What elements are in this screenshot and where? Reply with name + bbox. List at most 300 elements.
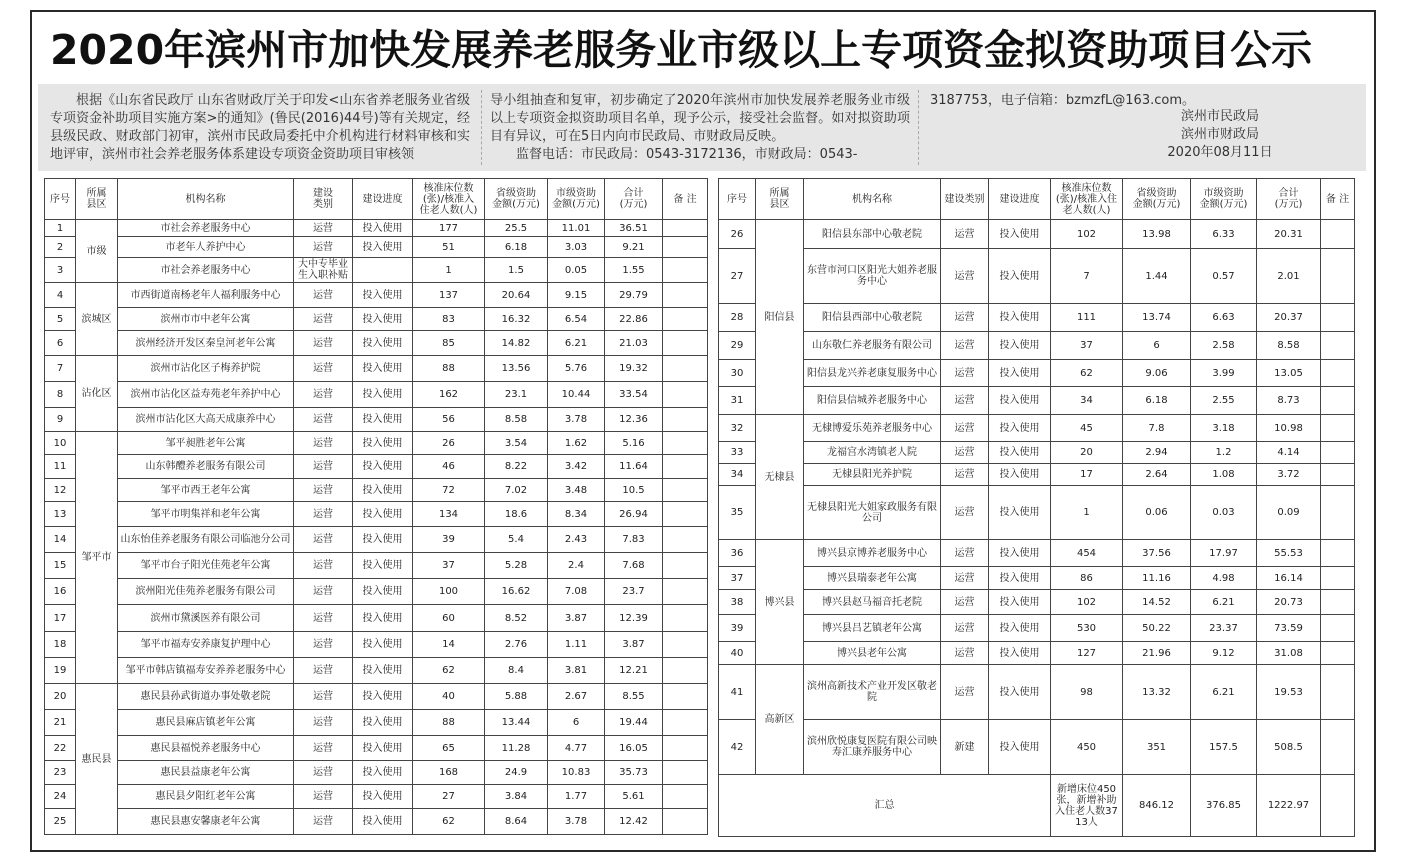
- cell-no: 25: [45, 809, 76, 835]
- cell-provincial: 11.28: [485, 736, 548, 761]
- cell-total: 26.94: [605, 502, 663, 527]
- header-city: 市级资助 金额(万元): [1191, 179, 1257, 220]
- table-row: [719, 567, 1355, 590]
- cell-note: [1321, 665, 1355, 720]
- cell-note: [663, 308, 708, 331]
- cell-no: 4: [45, 283, 76, 308]
- cell-type: 大中专毕业生入职补贴: [294, 258, 353, 283]
- cell-city: 1.62: [548, 432, 605, 455]
- cell-type: 运营: [941, 665, 989, 720]
- table-row: [45, 710, 708, 736]
- cell-beds: 34: [1051, 387, 1123, 415]
- cell-city: 3.78: [548, 408, 605, 432]
- cell-name: 市社会养老服务中心: [118, 258, 294, 283]
- cell-no: 6: [45, 331, 76, 356]
- cell-provincial: 14.82: [485, 331, 548, 356]
- cell-name: 惠民县孙武街道办事处敬老院: [118, 684, 294, 710]
- cell-name: 博兴县老年公寓: [804, 642, 941, 665]
- cell-city: 1.08: [1191, 464, 1257, 486]
- cell-beds: 26: [413, 432, 485, 455]
- table-row: [719, 304, 1355, 332]
- cell-total: 33.54: [605, 382, 663, 408]
- cell-note: [1321, 540, 1355, 567]
- cell-progress: 投入使用: [353, 356, 413, 382]
- table-row: [45, 432, 708, 455]
- cell-total: 9.21: [605, 237, 663, 258]
- cell-no: 35: [719, 486, 756, 540]
- cell-name: 惠民县夕阳红老年公寓: [118, 785, 294, 809]
- cell-beds: 85: [413, 331, 485, 356]
- cell-progress: 投入使用: [989, 415, 1051, 442]
- cell-total: 10.98: [1257, 415, 1321, 442]
- table-row: [45, 479, 708, 502]
- cell-provincial: 21.96: [1123, 642, 1191, 665]
- cell-progress: 投入使用: [353, 382, 413, 408]
- cell-name: 邹平市明集祥和老年公寓: [118, 502, 294, 527]
- cell-no: 39: [719, 615, 756, 642]
- cell-no: 20: [45, 684, 76, 710]
- cell-note: [1321, 567, 1355, 590]
- cell-provincial: 6: [1123, 332, 1191, 360]
- table-row: [45, 455, 708, 479]
- cell-total: 19.32: [605, 356, 663, 382]
- cell-city: 7.08: [548, 579, 605, 605]
- header-type: 建设类别: [941, 179, 989, 220]
- table-row: [719, 415, 1355, 442]
- cell-provincial: 8.52: [485, 605, 548, 632]
- cell-provincial: 18.6: [485, 502, 548, 527]
- table-row: [45, 258, 708, 283]
- cell-city: 6.63: [1191, 304, 1257, 332]
- cell-region: 市级: [76, 220, 118, 283]
- cell-no: 9: [45, 408, 76, 432]
- cell-no: 19: [45, 658, 76, 684]
- cell-no: 15: [45, 553, 76, 579]
- cell-city: 2.43: [548, 527, 605, 553]
- cell-provincial: 8.58: [485, 408, 548, 432]
- header-region: 所属 县区: [76, 179, 118, 220]
- cell-name: 阳信县东部中心敬老院: [804, 220, 941, 249]
- cell-progress: 投入使用: [353, 479, 413, 502]
- table-row: [45, 553, 708, 579]
- supervision-phone: 监督电话：市民政局：0543-3172136，市财政局：0543-: [516, 147, 858, 162]
- cell-total: 2.01: [1257, 249, 1321, 304]
- cell-name: 博兴县赵马福音托老院: [804, 590, 941, 615]
- cell-no: 37: [719, 567, 756, 590]
- cell-beds: 20: [1051, 442, 1123, 464]
- table-row: [45, 785, 708, 809]
- cell-name: 滨州市市中老年公寓: [118, 308, 294, 331]
- cell-type: 运营: [294, 308, 353, 331]
- cell-city: 3.78: [548, 809, 605, 835]
- cell-type: 运营: [941, 387, 989, 415]
- cell-city: 6: [548, 710, 605, 736]
- cell-name: 山东韩醴养老服务有限公司: [118, 455, 294, 479]
- cell-no: 34: [719, 464, 756, 486]
- cell-progress: 投入使用: [353, 237, 413, 258]
- cell-total: 1.55: [605, 258, 663, 283]
- cell-provincial: 8.64: [485, 809, 548, 835]
- cell-total: 508.5: [1257, 720, 1321, 775]
- cell-progress: 投入使用: [353, 761, 413, 785]
- cell-city: 2.67: [548, 684, 605, 710]
- cell-region: 滨城区: [76, 283, 118, 356]
- cell-type: 运营: [294, 579, 353, 605]
- cell-provincial: 11.16: [1123, 567, 1191, 590]
- cell-total: 4.14: [1257, 442, 1321, 464]
- header-beds: 核准床位数 (张)/核准入 住老人数(人): [413, 179, 485, 220]
- cell-progress: 投入使用: [989, 615, 1051, 642]
- table-row: [45, 356, 708, 382]
- cell-name: 邹平市韩店镇福寿安养养老服务中心: [118, 658, 294, 684]
- summary-total: 1222.97: [1257, 775, 1321, 837]
- cell-provincial: 14.52: [1123, 590, 1191, 615]
- cell-name: 惠民县麻店镇老年公寓: [118, 710, 294, 736]
- cell-progress: 投入使用: [353, 553, 413, 579]
- cell-beds: 1: [1051, 486, 1123, 540]
- cell-total: 8.73: [1257, 387, 1321, 415]
- cell-provincial: 20.64: [485, 283, 548, 308]
- cell-progress: 投入使用: [353, 408, 413, 432]
- cell-provincial: 13.32: [1123, 665, 1191, 720]
- table-row: [45, 684, 708, 710]
- cell-total: 20.37: [1257, 304, 1321, 332]
- table-row: [45, 408, 708, 432]
- cell-total: 0.09: [1257, 486, 1321, 540]
- cell-progress: 投入使用: [353, 710, 413, 736]
- cell-no: 26: [719, 220, 756, 249]
- cell-city: 17.97: [1191, 540, 1257, 567]
- cell-name: 博兴县京博养老服务中心: [804, 540, 941, 567]
- intro-box: [38, 84, 1366, 171]
- cell-type: 运营: [294, 684, 353, 710]
- cell-no: 11: [45, 455, 76, 479]
- cell-no: 7: [45, 356, 76, 382]
- cell-city: 157.5: [1191, 720, 1257, 775]
- cell-progress: 投入使用: [353, 809, 413, 835]
- publish-date: 2020年08月11日: [1167, 145, 1273, 160]
- cell-name: 滨州市沾化区子梅养护院: [118, 356, 294, 382]
- cell-city: 6.54: [548, 308, 605, 331]
- cell-name: 惠民县惠安馨康老年公寓: [118, 809, 294, 835]
- cell-beds: 168: [413, 761, 485, 785]
- cell-name: 邹平昶胜老年公寓: [118, 432, 294, 455]
- cell-note: [663, 579, 708, 605]
- cell-total: 19.53: [1257, 665, 1321, 720]
- cell-type: 运营: [294, 632, 353, 658]
- cell-no: 30: [719, 360, 756, 387]
- cell-no: 42: [719, 720, 756, 775]
- cell-no: 2: [45, 237, 76, 258]
- cell-total: 11.64: [605, 455, 663, 479]
- header-note: 备 注: [663, 179, 708, 220]
- cell-beds: 56: [413, 408, 485, 432]
- cell-total: 10.5: [605, 479, 663, 502]
- cell-name: 阳信县西部中心敬老院: [804, 304, 941, 332]
- cell-total: 35.73: [605, 761, 663, 785]
- cell-city: 3.99: [1191, 360, 1257, 387]
- table-row: [719, 540, 1355, 567]
- summary-provincial: 846.12: [1123, 775, 1191, 837]
- cell-progress: 投入使用: [989, 249, 1051, 304]
- cell-note: [1321, 642, 1355, 665]
- table-row: [45, 809, 708, 835]
- cell-provincial: 5.28: [485, 553, 548, 579]
- cell-progress: 投入使用: [989, 360, 1051, 387]
- cell-no: 36: [719, 540, 756, 567]
- page-title: 2020年滨州市加快发展养老服务业市级以上专项资金拟资助项目公示: [50, 26, 1313, 74]
- cell-city: 11.01: [548, 220, 605, 237]
- cell-note: [1321, 590, 1355, 615]
- cell-type: 运营: [941, 304, 989, 332]
- table-row: [719, 387, 1355, 415]
- cell-type: 运营: [294, 237, 353, 258]
- cell-beds: 98: [1051, 665, 1123, 720]
- cell-progress: 投入使用: [353, 308, 413, 331]
- cell-type: 运营: [294, 356, 353, 382]
- cell-total: 22.86: [605, 308, 663, 331]
- cell-type: 运营: [294, 382, 353, 408]
- cell-total: 12.39: [605, 605, 663, 632]
- cell-total: 31.08: [1257, 642, 1321, 665]
- cell-region: 邹平市: [76, 432, 118, 684]
- cell-city: 3.03: [548, 237, 605, 258]
- table-row: [45, 736, 708, 761]
- summary-note: [1321, 775, 1355, 837]
- cell-name: 市西街道南杨老年人福利服务中心: [118, 283, 294, 308]
- cell-name: 市老年人养护中心: [118, 237, 294, 258]
- cell-type: 运营: [941, 567, 989, 590]
- cell-name: 市社会养老服务中心: [118, 220, 294, 237]
- table-row: [719, 249, 1355, 304]
- cell-no: 32: [719, 415, 756, 442]
- cell-provincial: 2.76: [485, 632, 548, 658]
- cell-type: 运营: [941, 540, 989, 567]
- cell-provincial: 7.8: [1123, 415, 1191, 442]
- cell-no: 18: [45, 632, 76, 658]
- cell-type: 新建: [941, 720, 989, 775]
- cell-no: 8: [45, 382, 76, 408]
- cell-beds: 177: [413, 220, 485, 237]
- cell-note: [663, 356, 708, 382]
- cell-provincial: 1.5: [485, 258, 548, 283]
- cell-city: 3.81: [548, 658, 605, 684]
- summary-label: 汇总: [719, 775, 1051, 837]
- cell-type: 运营: [294, 283, 353, 308]
- signer-finance: 滨州市财政局: [1180, 127, 1259, 142]
- cell-name: 无棣县阳光大姐家政服务有限公司: [804, 486, 941, 540]
- cell-city: 1.11: [548, 632, 605, 658]
- cell-progress: [353, 258, 413, 283]
- summary-beds: 新增床位450张，新增补助入住老人数3713人: [1051, 775, 1123, 837]
- cell-beds: 39: [413, 527, 485, 553]
- cell-total: 5.61: [605, 785, 663, 809]
- cell-region: 博兴县: [756, 540, 804, 665]
- cell-note: [663, 258, 708, 283]
- cell-provincial: 5.88: [485, 684, 548, 710]
- cell-total: 3.87: [605, 632, 663, 658]
- table-row: [719, 360, 1355, 387]
- cell-provincial: 0.06: [1123, 486, 1191, 540]
- cell-note: [1321, 249, 1355, 304]
- cell-note: [663, 736, 708, 761]
- cell-progress: 投入使用: [353, 455, 413, 479]
- intro-column-1: 根据《山东省民政厅 山东省财政厅关于印发<山东省养老服务业省级专项资金补助项目实施方案>的通知》(鲁民(2016)44号)等有关规定，经县级民政、财政部门初审，滨州市民政局委托中介机构进行材料审核和实地评审，滨州市社会养老服务体系建设专项资金资助项目审核领: [50, 93, 470, 162]
- cell-name: 阳信县龙兴养老康复服务中心: [804, 360, 941, 387]
- cell-no: 12: [45, 479, 76, 502]
- cell-no: 21: [45, 710, 76, 736]
- cell-type: 运营: [294, 809, 353, 835]
- header-prov: 省级资助 金额(万元): [1123, 179, 1191, 220]
- cell-beds: 450: [1051, 720, 1123, 775]
- cell-beds: 1: [413, 258, 485, 283]
- header-city: 市级资助 金额(万元): [548, 179, 605, 220]
- cell-city: 0.05: [548, 258, 605, 283]
- cell-provincial: 13.98: [1123, 220, 1191, 249]
- table-row: [45, 605, 708, 632]
- table-row: [719, 665, 1355, 720]
- cell-name: 邹平市台子阳光佳苑老年公寓: [118, 553, 294, 579]
- table-row: [45, 761, 708, 785]
- cell-provincial: 13.56: [485, 356, 548, 382]
- cell-city: 6.33: [1191, 220, 1257, 249]
- cell-beds: 137: [413, 283, 485, 308]
- cell-provincial: 16.32: [485, 308, 548, 331]
- cell-beds: 37: [1051, 332, 1123, 360]
- cell-no: 41: [719, 665, 756, 720]
- header-progress: 建设进度: [989, 179, 1051, 220]
- cell-note: [663, 237, 708, 258]
- cell-progress: 投入使用: [353, 632, 413, 658]
- cell-beds: 162: [413, 382, 485, 408]
- cell-city: 9.12: [1191, 642, 1257, 665]
- cell-type: 运营: [294, 553, 353, 579]
- table-row: [45, 579, 708, 605]
- cell-city: 10.44: [548, 382, 605, 408]
- cell-total: 20.73: [1257, 590, 1321, 615]
- cell-city: 6.21: [548, 331, 605, 356]
- cell-name: 滨州市沾化区益寿苑老年养护中心: [118, 382, 294, 408]
- cell-city: 8.34: [548, 502, 605, 527]
- cell-total: 16.05: [605, 736, 663, 761]
- header-progress: 建设进度: [353, 179, 413, 220]
- cell-note: [1321, 220, 1355, 249]
- header-type: 建设 类别: [294, 179, 353, 220]
- cell-note: [1321, 304, 1355, 332]
- cell-provincial: 351: [1123, 720, 1191, 775]
- cell-type: 运营: [294, 479, 353, 502]
- cell-progress: 投入使用: [989, 387, 1051, 415]
- cell-provincial: 2.94: [1123, 442, 1191, 464]
- table-row: [719, 332, 1355, 360]
- table-row: [45, 237, 708, 258]
- cell-name: 邹平市福寿安养康复护理中心: [118, 632, 294, 658]
- cell-progress: 投入使用: [989, 590, 1051, 615]
- table-row: [45, 658, 708, 684]
- cell-progress: 投入使用: [353, 785, 413, 809]
- cell-region: 惠民县: [76, 684, 118, 835]
- cell-provincial: 37.56: [1123, 540, 1191, 567]
- cell-note: [663, 502, 708, 527]
- cell-type: 运营: [294, 432, 353, 455]
- intro-column-3: 3187753，电子信箱：bzmzfL@163.com。: [930, 93, 1195, 108]
- cell-region: 沾化区: [76, 356, 118, 432]
- cell-progress: 投入使用: [989, 304, 1051, 332]
- cell-city: 5.76: [548, 356, 605, 382]
- cell-progress: 投入使用: [353, 736, 413, 761]
- cell-name: 滨州市黛溪医养有限公司: [118, 605, 294, 632]
- cell-beds: 37: [413, 553, 485, 579]
- cell-total: 19.44: [605, 710, 663, 736]
- cell-total: 20.31: [1257, 220, 1321, 249]
- cell-city: 9.15: [548, 283, 605, 308]
- cell-type: 运营: [294, 658, 353, 684]
- cell-city: 6.21: [1191, 590, 1257, 615]
- cell-no: 29: [719, 332, 756, 360]
- cell-progress: 投入使用: [989, 332, 1051, 360]
- cell-provincial: 1.44: [1123, 249, 1191, 304]
- intro-divider: [918, 90, 919, 165]
- cell-type: 运营: [294, 408, 353, 432]
- cell-note: [663, 432, 708, 455]
- cell-beds: 46: [413, 455, 485, 479]
- table-row: [45, 632, 708, 658]
- cell-progress: 投入使用: [989, 665, 1051, 720]
- cell-progress: 投入使用: [989, 442, 1051, 464]
- cell-beds: 530: [1051, 615, 1123, 642]
- table-row: [45, 382, 708, 408]
- cell-name: 山东敬仁养老服务有限公司: [804, 332, 941, 360]
- signature-block: [1158, 108, 1282, 162]
- cell-progress: 投入使用: [353, 432, 413, 455]
- cell-beds: 86: [1051, 567, 1123, 590]
- cell-note: [1321, 464, 1355, 486]
- cell-type: 运营: [294, 455, 353, 479]
- header-name: 机构名称: [804, 179, 941, 220]
- cell-no: 28: [719, 304, 756, 332]
- cell-provincial: 8.4: [485, 658, 548, 684]
- cell-beds: 45: [1051, 415, 1123, 442]
- cell-provincial: 24.9: [485, 761, 548, 785]
- cell-beds: 65: [413, 736, 485, 761]
- header-no: 序号: [719, 179, 756, 220]
- cell-note: [1321, 415, 1355, 442]
- table-row: [45, 331, 708, 356]
- cell-note: [663, 658, 708, 684]
- cell-provincial: 6.18: [1123, 387, 1191, 415]
- cell-beds: 7: [1051, 249, 1123, 304]
- cell-beds: 88: [413, 356, 485, 382]
- cell-progress: 投入使用: [989, 464, 1051, 486]
- cell-progress: 投入使用: [989, 220, 1051, 249]
- header-total: 合计 (万元): [1257, 179, 1321, 220]
- cell-type: 运营: [941, 464, 989, 486]
- cell-no: 3: [45, 258, 76, 283]
- cell-type: 运营: [294, 605, 353, 632]
- cell-progress: 投入使用: [353, 527, 413, 553]
- header-prov: 省级资助 金额(万元): [485, 179, 548, 220]
- cell-total: 29.79: [605, 283, 663, 308]
- table-row: [719, 442, 1355, 464]
- cell-beds: 134: [413, 502, 485, 527]
- cell-region: 阳信县: [756, 220, 804, 415]
- cell-beds: 72: [413, 479, 485, 502]
- cell-no: 27: [719, 249, 756, 304]
- cell-beds: 27: [413, 785, 485, 809]
- cell-city: 2.55: [1191, 387, 1257, 415]
- cell-progress: 投入使用: [353, 502, 413, 527]
- cell-beds: 111: [1051, 304, 1123, 332]
